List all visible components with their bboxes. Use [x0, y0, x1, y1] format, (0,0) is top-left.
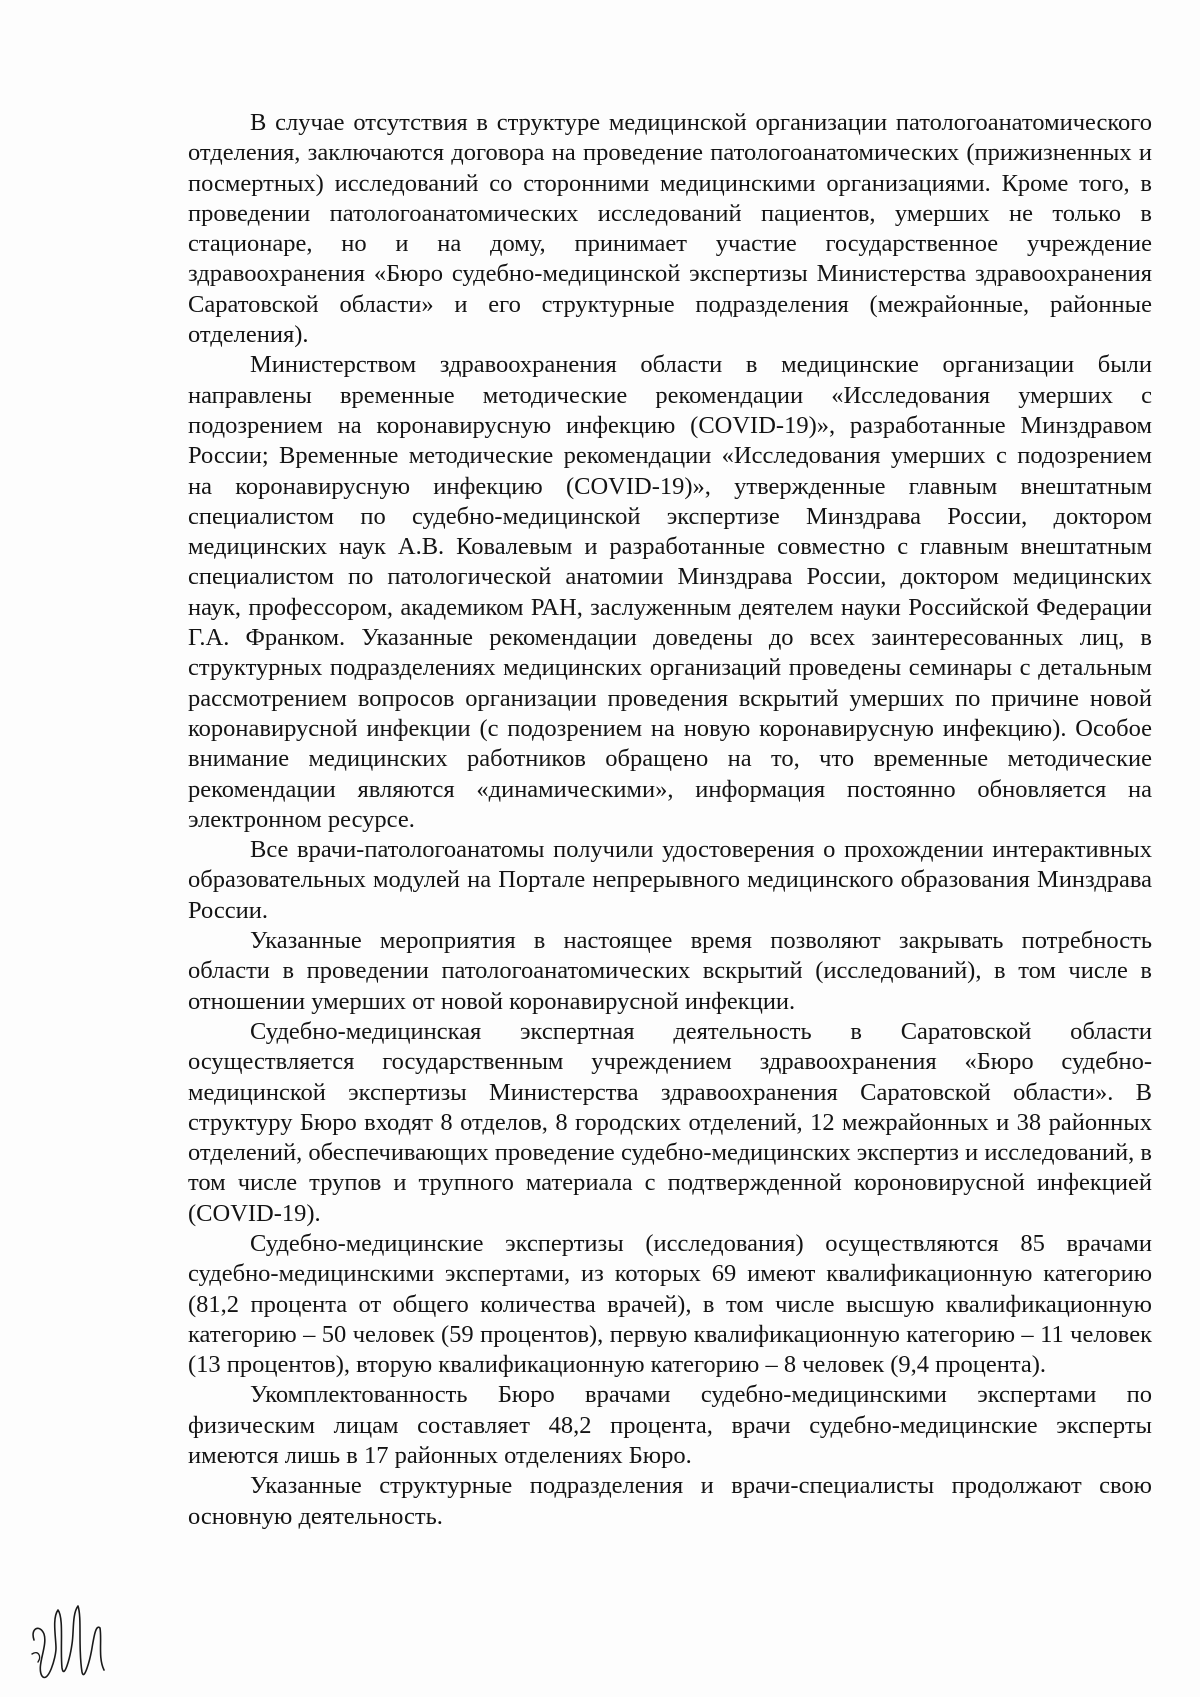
handwritten-signature: [26, 1588, 116, 1688]
paragraph-forensic-experts-qualification: Судебно-медицинские экспертизы (исследования) осуществляются 85 врачами судебно-медицинскими экспертами, из которых 69 имеют квалификационную категорию (81,2 процента от общего количества врачей), в том числе высшую квалификационную категорию – 50 человек (59 процентов), первую квалификационную категорию – 11 человек (13 процентов), вторую квалификационную категорию – 8 человек (9,4 процента).: [188, 1229, 1152, 1379]
paragraph-forensic-bureau-structure: Судебно-медицинская экспертная деятельность в Саратовской области осуществляется государственным учреждением здравоохранения «Бюро судебно-медицинской экспертизы Министерства здравоохранения Саратовской области». В структуру Бюро входят 8 отделов, 8 городских отделений, 12 межрайонных и 38 районных отделений, обеспечивающих проведение судебно-медицинских экспертиз и исследований, в том числе трупов и трупного материала с подтвержденной короновирусной инфекцией (COVID-19).: [188, 1017, 1152, 1227]
paragraph-covid-recommendations: Министерством здравоохранения области в медицинские организации были направлены временные методические рекомендации «Исследования умерших с подозрением на коронавирусную инфекцию (COVID-19)», разработанные Минздравом России; Временные методические рекомендации «Исследования умерших с подозрением на коронавирусную инфекцию (COVID-19)», утвержденные главным внештатным специалистом по судебно-медицинской экспертизе Минздрава России, доктором медицинских наук А.В. Ковалевым и разработанные совместно с главным внештатным специалистом по патологической анатомии Минздрава России, доктором медицинских наук, профессором, академиком РАН, заслуженным деятелем науки Российской Федерации Г.А. Франком. Указанные рекомендации доведены до всех заинтересованных лиц, в структурных подразделениях медицинских организаций проведены семинары с детальным рассмотрением вопросов организации проведения вскрытий умерших по причине новой коронавирусной инфекции (с подозрением на новую коронавирусную инфекцию). Особое внимание медицинских работников обращено на то, что временные методические рекомендации являются «динамическими», информация постоянно обновляется на электронном ресурсе.: [188, 351, 1152, 833]
paragraph-pathologist-certificates: Все врачи-патологоанатомы получили удостоверения о прохождении интерактивных образовательных модулей на Портале непрерывного медицинского образования Минздрава России.: [188, 836, 1152, 924]
paragraph-pathology-contracts: В случае отсутствия в структуре медицинской организации патологоанатомического отделения, заключаются договора на проведение патологоанатомических (прижизненных и посмертных) исследований со сторонними медицинскими организациями. Кроме того, в проведении патологоанатомических исследований пациентов, умерших не только в стационаре, но и на дому, принимает участие государственное учреждение здравоохранения «Бюро судебно-медицинской экспертизы Министерства здравоохранения Саратовской области» и его структурные подразделения (межрайонные, районные отделения).: [188, 109, 1152, 349]
paragraph-continued-activity: Указанные структурные подразделения и врачи-специалисты продолжают свою основную деятельность.: [188, 1472, 1152, 1530]
document-body: [188, 108, 1152, 1532]
paragraph-staffing-level: Укомплектованность Бюро врачами судебно-медицинскими экспертами по физическим лицам составляет 48,2 процента, врачи судебно-медицинские эксперты имеются лишь в 17 районных отделениях Бюро.: [188, 1381, 1152, 1470]
paragraph-measures-capacity: Указанные мероприятия в настоящее время позволяют закрывать потребность области в проведении патологоанатомических вскрытий (исследований), в том числе в отношении умерших от новой коронавирусной инфекции.: [188, 927, 1152, 1015]
